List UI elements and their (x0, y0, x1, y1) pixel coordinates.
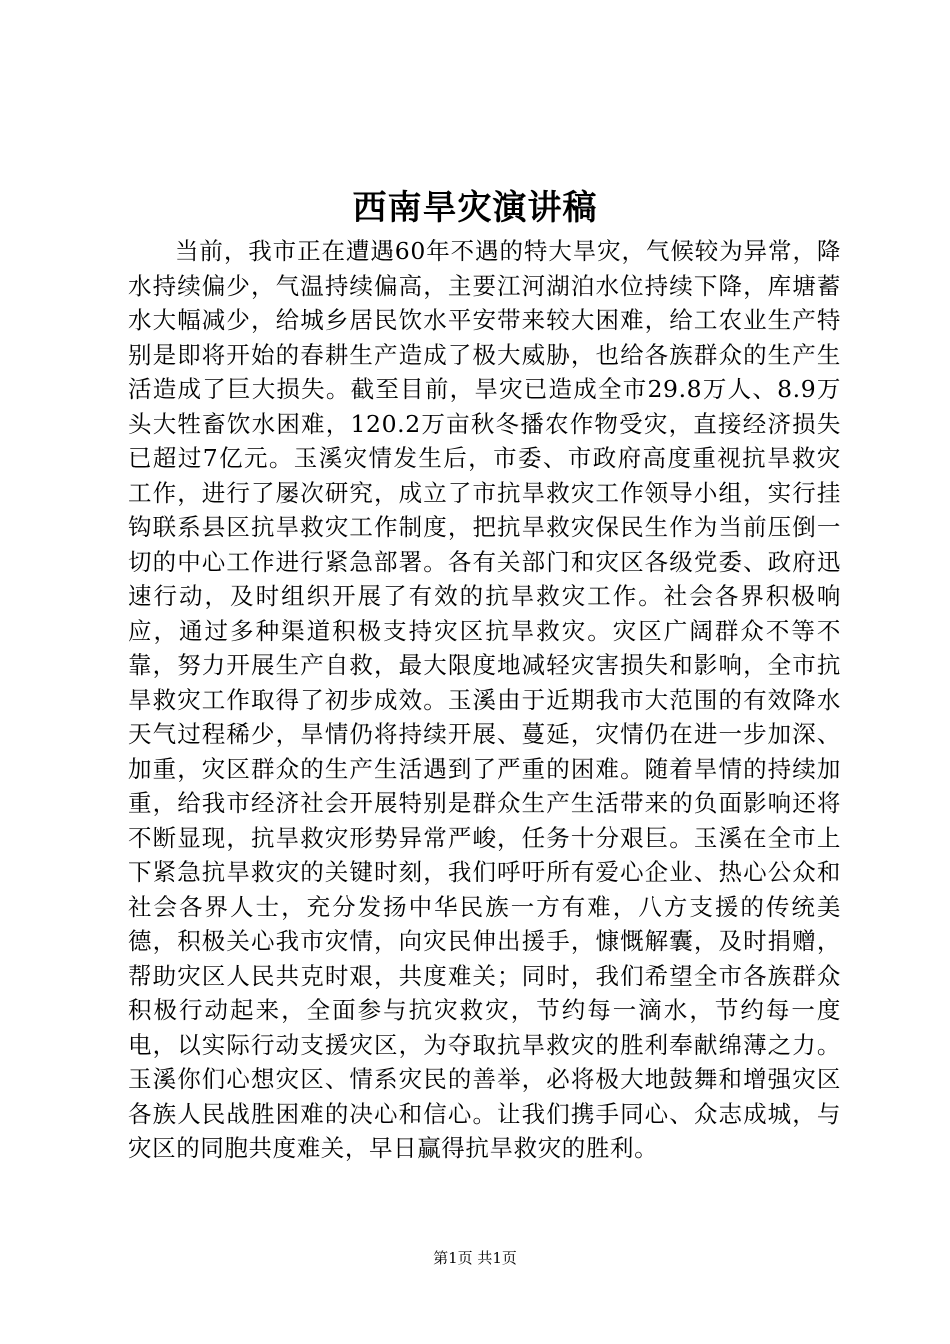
page-number-footer: 第1页 共1页 (433, 1249, 517, 1267)
document-body-paragraph: 当前，我市正在遭遇60年不遇的特大旱灾，气候较为异常，降水持续偏少，气温持续偏高，主要江河湖泊水位持续下降，库塘蓄水大幅减少，给城乡居民饮水平安带来较大困难，给工农业生产特别是即将开始的春耕生产造成了极大威胁，也给各族群众的生产生活造成了巨大损失。截至目前，旱灾已造成全市29.8万人、8.9万头大牲畜饮水困难，120.2万亩秋冬播农作物受灾，直接经济损失已超过7亿元。玉溪灾情发生后，市委、市政府高度重视抗旱救灾工作，进行了屡次研究，成立了市抗旱救灾工作领导小组，实行挂钩联系县区抗旱救灾工作制度，把抗旱救灾保民生作为当前压倒一切的中心工作进行紧急部署。各有关部门和灾区各级党委、政府迅速行动，及时组织开展了有效的抗旱救灾工作。社会各界积极响应，通过多种渠道积极支持灾区抗旱救灾。灾区广阔群众不等不靠，努力开展生产自救，最大限度地减轻灾害损失和影响，全市抗旱救灾工作取得了初步成效。玉溪由于近期我市大范围的有效降水天气过程稀少，旱情仍将持续开展、蔓延，灾情仍在进一步加深、加重，灾区群众的生产生活遇到了严重的困难。随着旱情的持续加重，给我市经济社会开展特别是群众生产生活带来的负面影响还将不断显现，抗旱救灾形势异常严峻，任务十分艰巨。玉溪在全市上下紧急抗旱救灾的关键时刻，我们呼吁所有爱心企业、热心公众和社会各界人士，充分发扬中华民族一方有难，八方支援的传统美德，积极关心我市灾情，向灾民伸出援手，慷慨解囊，及时捐赠，帮助灾区人民共克时艰，共度难关；同时，我们希望全市各族群众积极行动起来，全面参与抗灾救灾，节约每一滴水，节约每一度电，以实际行动支援灾区，为夺取抗旱救灾的胜利奉献绵薄之力。玉溪你们心想灾区、情系灾民的善举，必将极大地鼓舞和增强灾区各族人民战胜困难的决心和信心。让我们携手同心、众志成城，与灾区的同胞共度难关，早日赢得抗旱救灾的胜利。 (128, 237, 841, 1162)
document-title: 西南旱灾演讲稿 (352, 188, 598, 228)
